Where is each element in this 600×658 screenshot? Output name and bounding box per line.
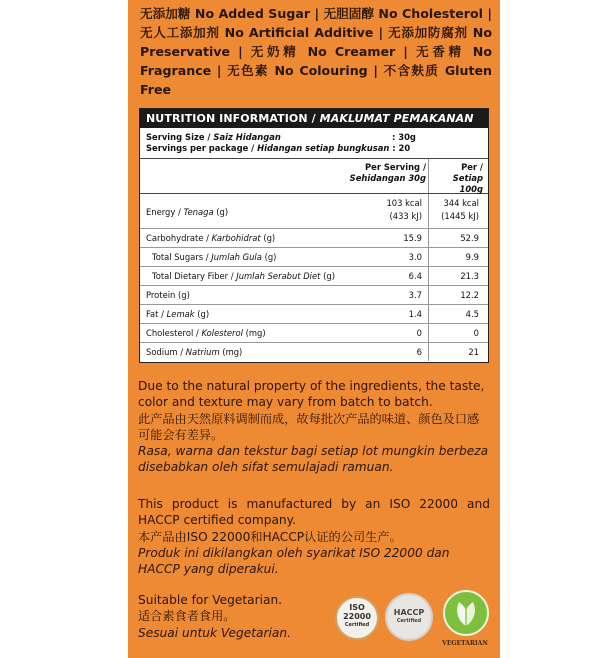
servings-per-package-row: Servings per package / Hidangan setiap bungkusan : 20 xyxy=(146,143,411,153)
nutrient-label: Total Dietary Fiber / Jumlah Serabut Diet (g) xyxy=(152,271,335,281)
manufacture-statement xyxy=(138,496,490,577)
column-divider xyxy=(428,159,429,193)
per-serving-value: 6 xyxy=(416,347,422,357)
note-malay: Rasa, warna dan tekstur bagi setiap lot mungkin berbeza disebabkan oleh sifat semulajadi ramuan. xyxy=(138,444,489,475)
column-divider xyxy=(428,343,429,361)
note-chinese: 此产品由天然原料调制而成，故每批次产品的味道、颜色及口感可能会有差异。 xyxy=(138,411,480,442)
column-divider xyxy=(428,248,429,266)
batch-variation-note xyxy=(138,378,490,476)
nutrition-table-title: NUTRITION INFORMATION / MAKLUMAT PEMAKANAN xyxy=(140,109,488,128)
vegetarian-statement xyxy=(138,592,328,641)
note-english: Due to the natural property of the ingredients, the taste, color and texture may vary from batch to batch. xyxy=(138,379,485,410)
per-100g-value: 0 xyxy=(473,328,479,338)
nutrient-row-sodium xyxy=(140,343,488,361)
nutrient-row-total-sugars xyxy=(140,248,488,267)
nutrient-rows xyxy=(140,194,488,361)
column-divider xyxy=(428,305,429,323)
nutrient-row-protein xyxy=(140,286,488,305)
iso-22000-logo: ISO 22000 Certified xyxy=(335,596,379,640)
haccp-logo: HACCP Certified xyxy=(385,593,433,641)
nutrient-row-carbohydrate xyxy=(140,229,488,248)
per-serving-value: 0 xyxy=(416,328,422,338)
serving-info xyxy=(140,128,488,159)
per-100g-value: 21.3 xyxy=(460,271,479,281)
nutrient-row-fat xyxy=(140,305,488,324)
manufacture-chinese: 本产品由ISO 22000和HACCP认证的公司生产。 xyxy=(138,529,402,544)
per-serving-value: 15.9 xyxy=(403,233,422,243)
per-100g-value: 344 kcal (1445 kJ) xyxy=(441,198,479,221)
manufacture-malay: Produk ini dikilangkan oleh syarikat ISO 22000 dan HACCP yang diperakui. xyxy=(138,545,450,577)
nutrient-row-cholesterol xyxy=(140,324,488,343)
per-100g-value: 9.9 xyxy=(465,252,479,262)
nutrient-label: Carbohydrate / Karbohidrat (g) xyxy=(146,233,276,243)
product-claims: 无添加糖 No Added Sugar | 无胆固醇 No Cholesterol | 无人工添加剂 No Artificial Additive | 无添加防腐剂 No Preservative | 无奶精 No Creamer | 无香精 No Fragrance | 无色素 No Colouring | 不含麸质 Gluten Free xyxy=(140,6,492,97)
nutrient-label: Total Sugars / Jumlah Gula (g) xyxy=(152,252,277,262)
per-100g-header: Per / Setiap 100g xyxy=(452,162,483,194)
nutrient-label: Cholesterol / Kolesterol (mg) xyxy=(146,328,266,338)
vegetarian-logo: VEGETARIAN xyxy=(441,590,489,654)
leaf-icon xyxy=(443,590,489,636)
vegetarian-english: Suitable for Vegetarian. xyxy=(138,593,283,607)
per-100g-value: 4.5 xyxy=(465,309,479,319)
per-serving-value: 6.4 xyxy=(408,271,422,281)
nutrient-label: Protein (g) xyxy=(146,290,190,300)
nutrient-label: Sodium / Natrium (mg) xyxy=(146,347,243,357)
per-serving-value: 3.7 xyxy=(408,290,422,300)
column-divider xyxy=(428,324,429,342)
nutrient-label: Energy / Tenaga (g) xyxy=(146,207,229,217)
per-100g-value: 52.9 xyxy=(460,233,479,243)
per-serving-value: 103 kcal (433 kJ) xyxy=(386,198,422,221)
manufacture-english: This product is manufactured by an ISO 22000 and HACCP certified company. xyxy=(138,497,490,528)
column-divider xyxy=(428,229,429,247)
column-divider xyxy=(428,286,429,304)
column-divider xyxy=(428,194,429,228)
vegetarian-chinese: 适合素食者食用。 xyxy=(138,609,236,624)
per-100g-value: 21 xyxy=(468,347,479,357)
serving-size-row: Serving Size / Saiz Hidangan : 30g xyxy=(146,132,416,142)
column-headers xyxy=(140,159,488,194)
vegetarian-malay: Sesuai untuk Vegetarian. xyxy=(138,625,291,640)
nutrient-label: Fat / Lemak (g) xyxy=(146,309,210,319)
per-serving-value: 3.0 xyxy=(408,252,422,262)
nutrient-row-energy xyxy=(140,194,488,229)
nutrient-row-total-dietary-fiber xyxy=(140,267,488,286)
per-serving-header: Per Serving / Sehidangan 30g xyxy=(349,162,426,183)
per-serving-value: 1.4 xyxy=(408,309,422,319)
nutrition-table xyxy=(139,108,489,363)
column-divider xyxy=(428,267,429,285)
per-100g-value: 12.2 xyxy=(460,290,479,300)
